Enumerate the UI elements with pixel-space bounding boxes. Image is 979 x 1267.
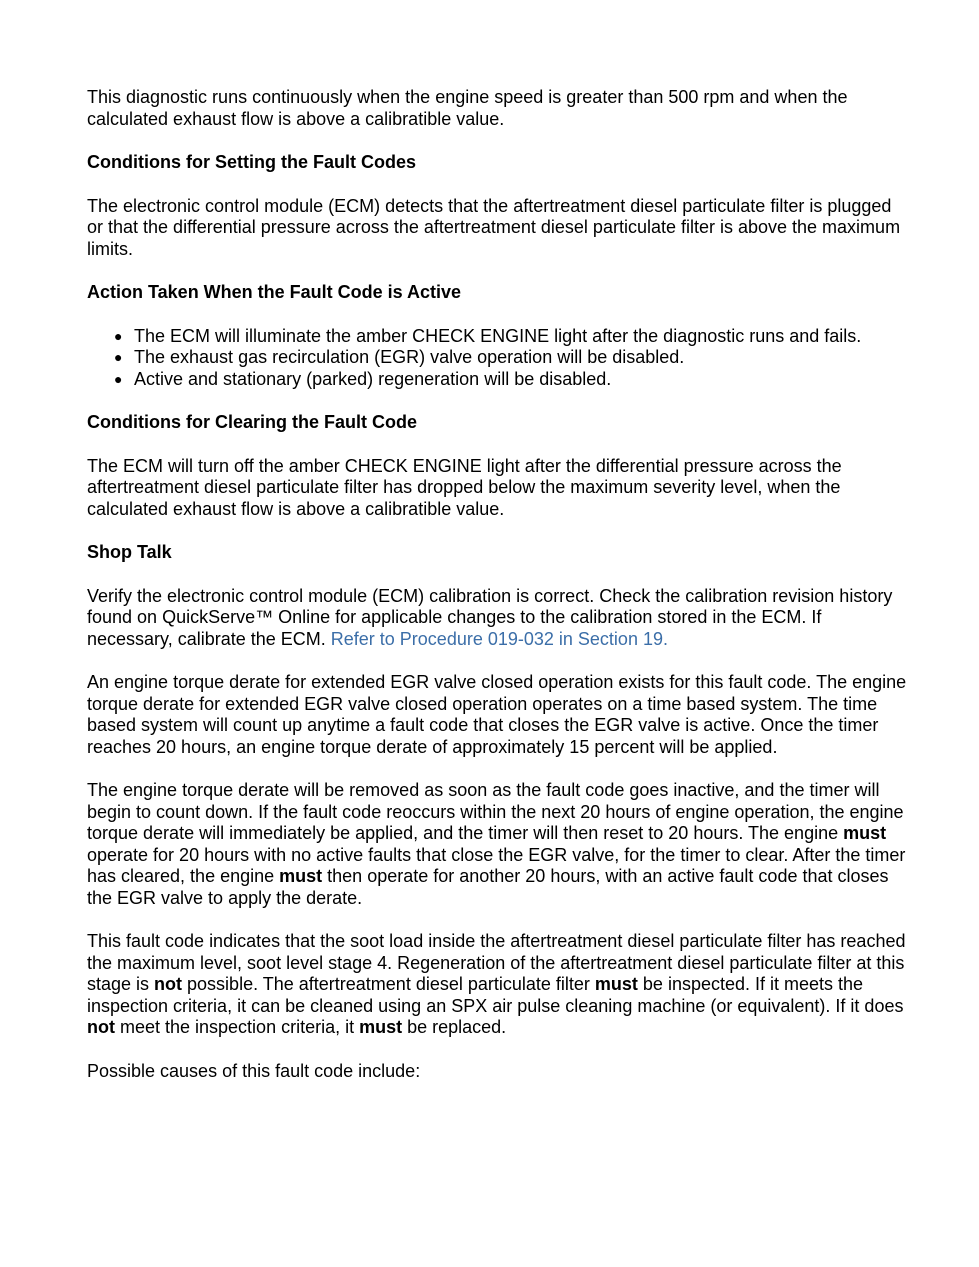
shop-talk-heading: Shop Talk [87,542,172,562]
soot-text: be inspected. If it meets the inspection criteria, it can be cleaned using an SPX air pulse cleaning machine (or equivalent). If it does [87,974,904,1016]
intro-paragraph: This diagnostic runs continuously when the engine speed is greater than 500 rpm and when the calculated exhaust flow is above a calibratible value. [87,87,848,129]
timer-text: The engine torque derate will be removed as soon as the fault code goes inactive, and the timer will begin to count down. If the fault code reoccurs within the next 20 hours of engine operation, the engine torque derate will immediately be applied, and the timer will then reset to 20 hours. The engine [87,780,904,843]
document-page [87,87,907,1104]
list-item [114,325,907,348]
action-list [87,326,907,391]
causes-intro: Possible causes of this fault code include: [87,1060,421,1081]
calibration-paragraph [87,586,907,651]
emphasis-not: not [154,974,183,994]
emphasis-must: must [279,866,323,886]
setting-heading: Conditions for Setting the Fault Codes [87,152,416,172]
list-item [114,368,907,391]
bullet-icon: ● [114,327,123,344]
calibration-text: Verify the electronic control module (ECM) calibration is correct. Check the calibration revision history found on QuickServe™ Online for applicable changes to the calibration stored in the ECM. If necessary, calibrate the ECM. [87,585,893,649]
soot-paragraph [87,931,907,1039]
list-item-text: Active and stationary (parked) regeneration will be disabled. [134,368,612,389]
derate-paragraph: An engine torque derate for extended EGR valve closed operation exists for this fault code. The engine torque derate for extended EGR valve closed operation operates on a time based system. The time based system will count up anytime a fault code that closes the EGR valve is active. Once the timer reaches 20 hours, an engine torque derate of approximately 15 percent will be applied. [87,672,907,757]
list-item-text: The exhaust gas recirculation (EGR) valve operation will be disabled. [134,347,685,367]
emphasis-must: must [843,823,887,843]
emphasis-must: must [359,1017,403,1037]
soot-text: possible. The aftertreatment diesel particulate filter [182,974,595,994]
soot-text: be replaced. [402,1017,507,1037]
clearing-paragraph: The ECM will turn off the amber CHECK ENGINE light after the differential pressure across the aftertreatment diesel particulate filter has dropped below the maximum severity level, when the calculated exhaust flow is above a calibratible value. [87,455,842,519]
timer-paragraph [87,780,907,909]
action-heading: Action Taken When the Fault Code is Active [87,282,462,302]
procedure-link[interactable]: Refer to Procedure 019-032 in Section 19. [330,628,668,649]
emphasis-not: not [87,1017,115,1037]
list-item [114,347,907,369]
emphasis-must: must [594,974,638,994]
timer-text: operate for 20 hours with no active faults that close the EGR valve, for the timer to clear. After the timer has cleared, the engine [87,844,906,886]
bullet-icon: ● [114,370,123,387]
list-item-text: The ECM will illuminate the amber CHECK ENGINE light after the diagnostic runs and fails. [134,325,862,346]
setting-paragraph: The electronic control module (ECM) detects that the aftertreatment diesel particulate filter is plugged or that the differential pressure across the aftertreatment diesel particulate filter is above the maximum limits. [87,195,901,259]
bullet-icon: ● [114,349,123,365]
clearing-heading: Conditions for Clearing the Fault Code [87,412,417,432]
soot-text: This fault code indicates that the soot load inside the aftertreatment diesel particulate filter has reached the maximum level, soot level stage 4. Regeneration of the aftertreatment diesel particulate filter at this stage is [87,931,906,994]
soot-text: meet the inspection criteria, it [114,1017,360,1037]
timer-text: then operate for another 20 hours, with an active fault code that closes the EGR valve to apply the derate. [87,866,889,908]
